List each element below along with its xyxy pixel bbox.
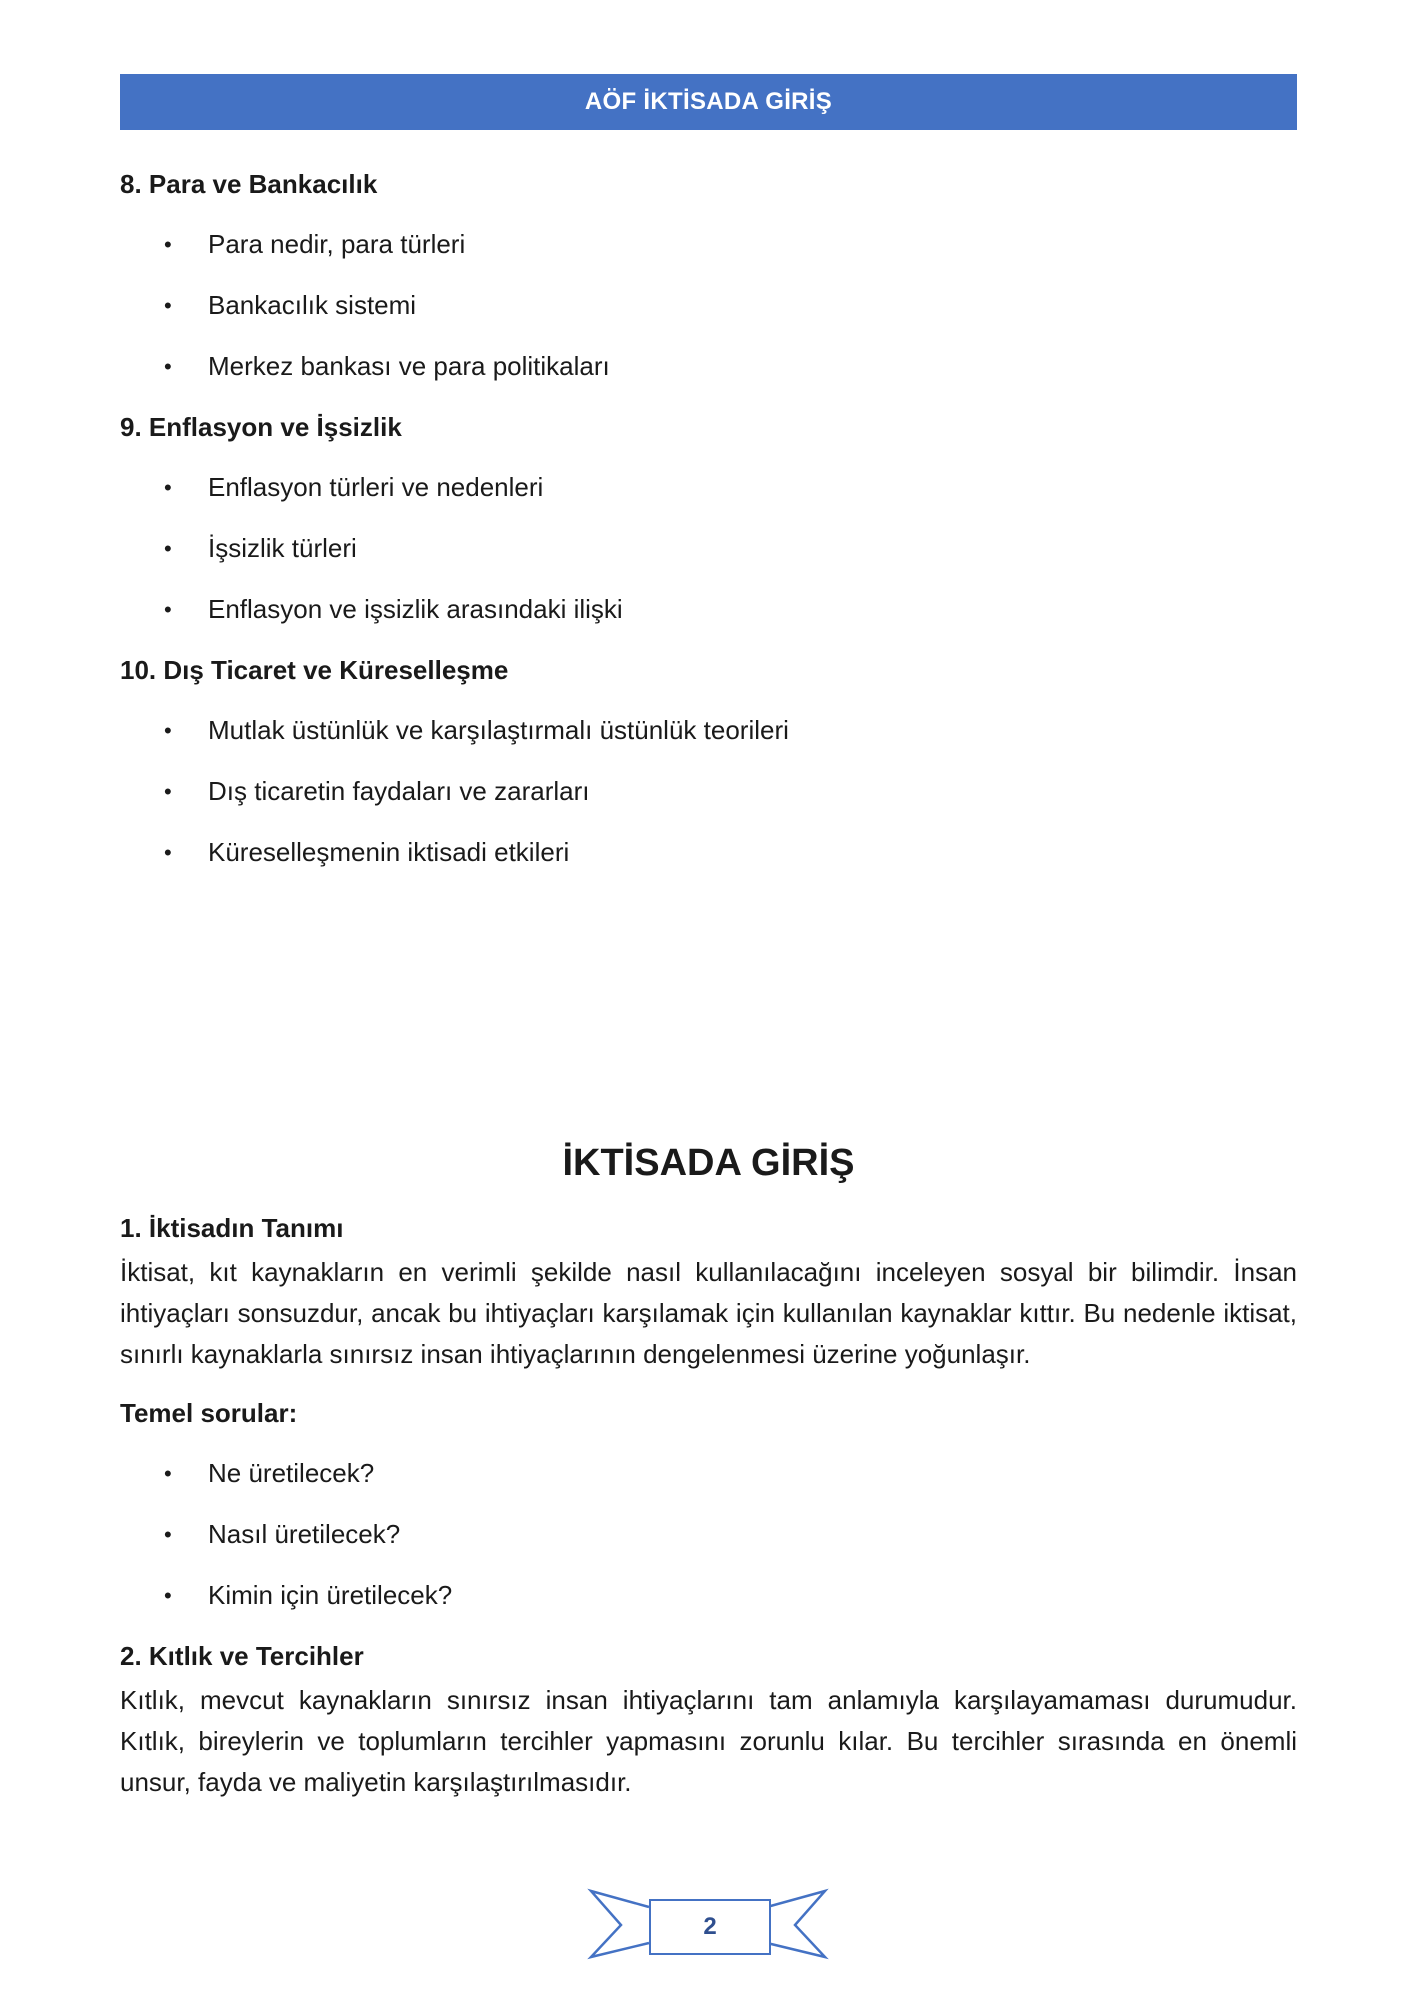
list-item xyxy=(120,761,1297,822)
page-number-text: 2 xyxy=(703,1913,717,1940)
list-item-text: Bankacılık sistemi xyxy=(208,290,417,320)
questions-label: Temel sorular: xyxy=(120,1398,298,1428)
bullet-icon: • xyxy=(164,1522,172,1547)
page-number-ribbon xyxy=(583,1885,833,1967)
chapter-1-paragraph: İktisat, kıt kaynakların en verimli şekilde nasıl kullanılacağını inceleyen sosyal bir bilimdir. İnsan ihtiyaçları sonsuzdur, ancak bu ihtiyaçları karşılamak için kullanılan kaynaklar kıttır. Bu nedenle iktisat, sınırlı kaynaklarla sınırsız insan ihtiyaçlarının dengelenmesi üzerine yoğunlaşır. xyxy=(120,1257,1297,1369)
list-item-text: Mutlak üstünlük ve karşılaştırmalı üstünlük teorileri xyxy=(208,715,789,745)
list-item-text: Enflasyon türleri ve nedenleri xyxy=(208,472,544,502)
bullet-icon: • xyxy=(164,597,172,622)
bullet-icon: • xyxy=(164,536,172,561)
bullet-icon: • xyxy=(164,475,172,500)
topic-list xyxy=(120,160,1297,889)
bullet-icon: • xyxy=(164,354,172,379)
list-item xyxy=(120,275,1297,336)
chapter-2-paragraph: Kıtlık, mevcut kaynakların sınırsız insan ihtiyaçlarını tam anlamıyla karşılayamaması durumudur. Kıtlık, bireylerin ve toplumların tercihler yapmasını zorunlu kılar. Bu tercihler sırasında en önemli unsur, fayda ve maliyetin karşılaştırılmasıdır. xyxy=(120,1685,1297,1797)
section-heading: 10. Dış Ticaret ve Küreselleşme xyxy=(120,655,509,685)
list-item xyxy=(120,700,1297,761)
list-item xyxy=(120,1565,1297,1626)
section-heading: 8. Para ve Bankacılık xyxy=(120,169,378,199)
list-item-text: Nasıl üretilecek? xyxy=(208,1519,401,1549)
list-item-text: Kimin için üretilecek? xyxy=(208,1580,453,1610)
list-item xyxy=(120,214,1297,275)
list-item-text: Küreselleşmenin iktisadi etkileri xyxy=(208,837,570,867)
bullet-list xyxy=(120,214,1297,397)
bullet-icon: • xyxy=(164,718,172,743)
bullet-icon: • xyxy=(164,779,172,804)
list-item xyxy=(120,1504,1297,1565)
bullet-list xyxy=(120,457,1297,640)
bullet-icon: • xyxy=(164,1461,172,1486)
page-header-bar xyxy=(120,74,1297,130)
document-title: İKTİSADA GİRİŞ xyxy=(562,1142,855,1184)
list-item xyxy=(120,822,1297,883)
chapter-2-heading: 2. Kıtlık ve Tercihler xyxy=(120,1641,364,1671)
section-enflasyon-issizlik xyxy=(120,403,1297,640)
list-item xyxy=(120,336,1297,397)
questions-list xyxy=(120,1443,1297,1626)
bullet-icon: • xyxy=(164,1583,172,1608)
list-item xyxy=(120,1443,1297,1504)
bullet-icon: • xyxy=(164,232,172,257)
page-number xyxy=(649,1899,771,1955)
section-dis-ticaret xyxy=(120,646,1297,883)
chapter-content xyxy=(120,1204,1297,1817)
section-para-bankacilik xyxy=(120,160,1297,397)
chapter-1-heading: 1. İktisadın Tanımı xyxy=(120,1213,344,1243)
list-item-text: Dış ticaretin faydaları ve zararları xyxy=(208,776,590,806)
list-item-text: Enflasyon ve işsizlik arasındaki ilişki xyxy=(208,594,623,624)
bullet-icon: • xyxy=(164,293,172,318)
list-item xyxy=(120,579,1297,640)
list-item xyxy=(120,518,1297,579)
bullet-list xyxy=(120,700,1297,883)
bullet-icon: • xyxy=(164,840,172,865)
list-item-text: İşsizlik türleri xyxy=(208,533,357,563)
list-item xyxy=(120,457,1297,518)
list-item-text: Merkez bankası ve para politikaları xyxy=(208,351,610,381)
list-item-text: Para nedir, para türleri xyxy=(208,229,466,259)
list-item-text: Ne üretilecek? xyxy=(208,1458,375,1488)
section-heading: 9. Enflasyon ve İşsizlik xyxy=(120,412,402,442)
page-header-title: AÖF İKTİSADA GİRİŞ xyxy=(584,88,833,115)
